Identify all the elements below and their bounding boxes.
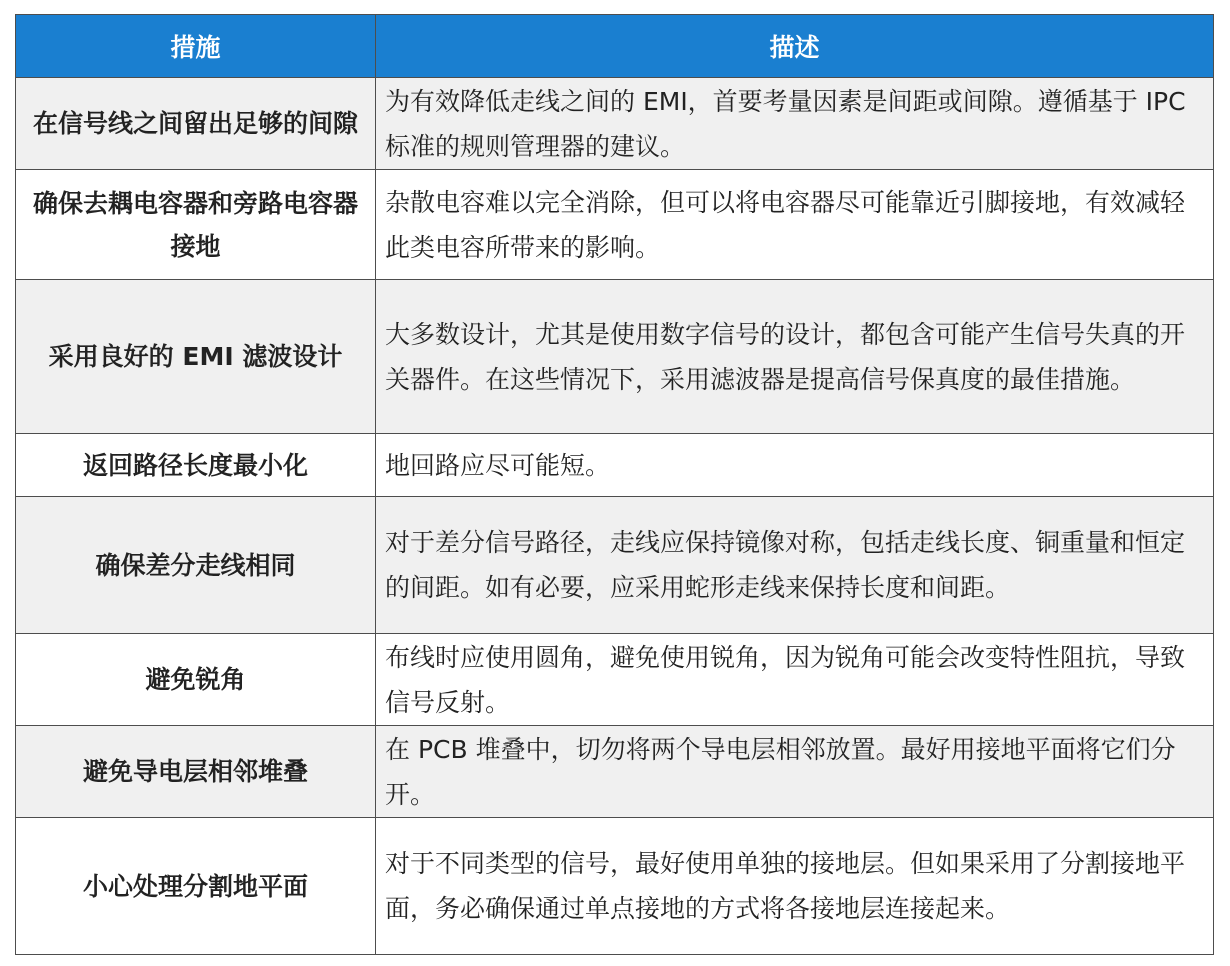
- table-row: [16, 726, 1214, 818]
- measure-cell: 返回路径长度最小化: [16, 434, 376, 497]
- table-row: [16, 280, 1214, 434]
- table-row: [16, 170, 1214, 280]
- header-measure: 措施: [16, 15, 376, 78]
- table-body: [16, 78, 1214, 955]
- measure-cell: 确保去耦电容器和旁路电容器接地: [16, 170, 376, 280]
- description-cell: 大多数设计，尤其是使用数字信号的设计，都包含可能产生信号失真的开关器件。在这些情况下，采用滤波器是提高信号保真度的最佳措施。: [376, 280, 1214, 434]
- description-cell: 杂散电容难以完全消除，但可以将电容器尽可能靠近引脚接地，有效减轻此类电容所带来的影响。: [376, 170, 1214, 280]
- measure-cell: 避免导电层相邻堆叠: [16, 726, 376, 818]
- description-cell: 布线时应使用圆角，避免使用锐角，因为锐角可能会改变特性阻抗，导致信号反射。: [376, 634, 1214, 726]
- description-cell: 地回路应尽可能短。: [376, 434, 1214, 497]
- description-cell: 在 PCB 堆叠中，切勿将两个导电层相邻放置。最好用接地平面将它们分开。: [376, 726, 1214, 818]
- description-cell: 为有效降低走线之间的 EMI，首要考量因素是间距或间隙。遵循基于 IPC 标准的规则管理器的建议。: [376, 78, 1214, 170]
- measures-table: [15, 14, 1214, 955]
- description-cell: 对于差分信号路径，走线应保持镜像对称，包括走线长度、铜重量和恒定的间距。如有必要，应采用蛇形走线来保持长度和间距。: [376, 497, 1214, 634]
- table-row: [16, 497, 1214, 634]
- table-row: [16, 634, 1214, 726]
- measure-cell: 避免锐角: [16, 634, 376, 726]
- table-row: [16, 78, 1214, 170]
- measure-cell: 确保差分走线相同: [16, 497, 376, 634]
- table-row: [16, 818, 1214, 955]
- measure-cell: 小心处理分割地平面: [16, 818, 376, 955]
- measure-cell: 在信号线之间留出足够的间隙: [16, 78, 376, 170]
- header-description: 描述: [376, 15, 1214, 78]
- table-header: [16, 15, 1214, 78]
- description-cell: 对于不同类型的信号，最好使用单独的接地层。但如果采用了分割接地平面，务必确保通过单点接地的方式将各接地层连接起来。: [376, 818, 1214, 955]
- table-row: [16, 434, 1214, 497]
- header-row: [16, 15, 1214, 78]
- measure-cell: 采用良好的 EMI 滤波设计: [16, 280, 376, 434]
